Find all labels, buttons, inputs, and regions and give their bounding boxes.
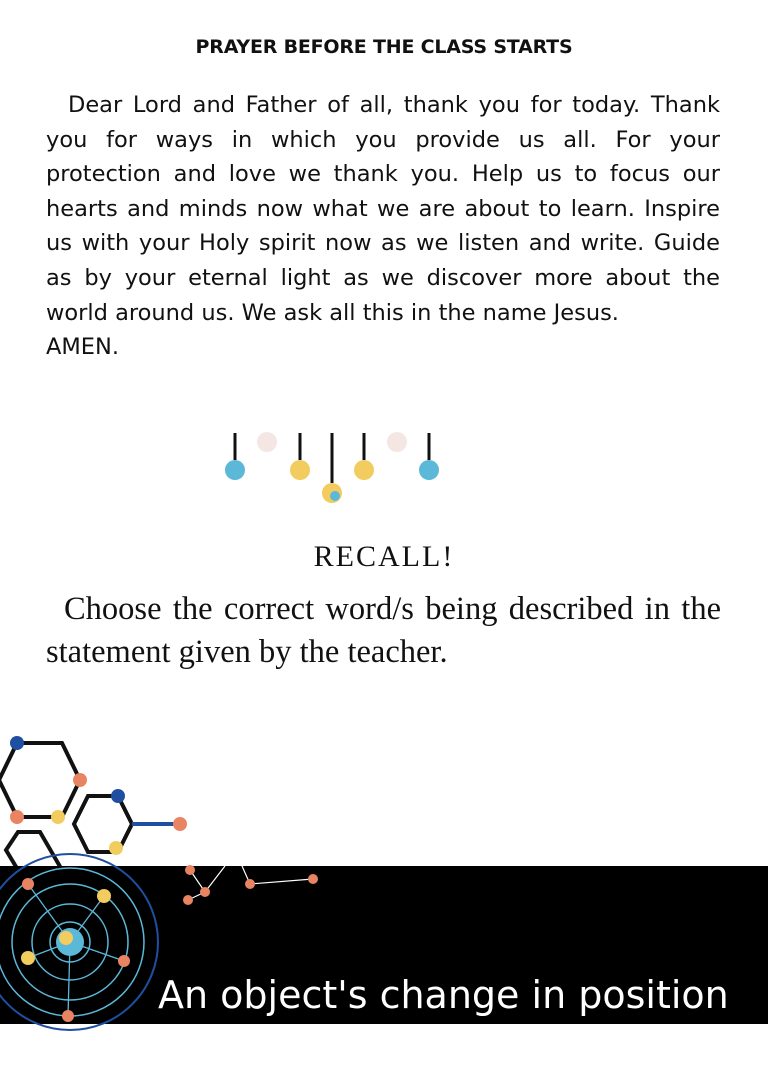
- network-node: [245, 879, 255, 889]
- slide-statement: [158, 966, 778, 1082]
- slide-statement-line2: relative to a reference point: [158, 1031, 690, 1075]
- orbit-node: [118, 955, 130, 967]
- recall-instruction: Choose the correct word/s being described in the statement given by the teacher.: [46, 591, 721, 670]
- network-node: [200, 887, 210, 897]
- slide-statement-line1: An object's change in position: [158, 973, 729, 1017]
- prayer-closing: AMEN.: [46, 334, 120, 361]
- atom-node: [10, 736, 24, 750]
- hexagon-shape: [0, 743, 80, 817]
- bead-pale: [387, 432, 407, 452]
- bead-pale: [257, 432, 277, 452]
- orbit-target-icon: [0, 866, 160, 1024]
- bead-blue: [225, 460, 245, 480]
- atom-node: [109, 841, 123, 855]
- atom-node: [173, 817, 187, 831]
- recall-heading: RECALL!: [313, 540, 455, 573]
- bead-yellow: [354, 460, 374, 480]
- orbit-node: [97, 889, 111, 903]
- hexagon-shape: [74, 796, 132, 852]
- prayer-title: PRAYER BEFORE THE CLASS STARTS: [195, 36, 573, 58]
- prayer-body: Dear Lord and Father of all, thank you for today. Thank you for ways in which you provide us all. For your protection and love we thank you. Help us to focus our hearts and minds now what we are about to learn. Inspire us with your Holy spirit now as we listen and write. Guide as by your eternal light as we discover more about the world around us. We ask all this in the name Jesus.: [46, 92, 720, 326]
- prayer-text: [46, 88, 720, 365]
- atom-node: [10, 810, 24, 824]
- network-node: [308, 874, 318, 884]
- orbit-node: [22, 878, 34, 890]
- network-node: [185, 865, 195, 875]
- orbit-node: [62, 1010, 74, 1022]
- next-slide-preview: [0, 866, 768, 1075]
- atom-node: [111, 789, 125, 803]
- network-node: [183, 895, 193, 905]
- hanging-beads-ornament: [215, 428, 450, 510]
- atom-node: [51, 810, 65, 824]
- network-nodes-decoration: [170, 866, 330, 916]
- atom-node: [73, 773, 87, 787]
- bead-yellow: [290, 460, 310, 480]
- bead-blue: [419, 460, 439, 480]
- bead-mixed-accent: [330, 491, 340, 501]
- hexagon-molecule-decoration: [0, 730, 200, 870]
- orbit-node: [21, 951, 35, 965]
- hexagon-shape: [6, 832, 62, 870]
